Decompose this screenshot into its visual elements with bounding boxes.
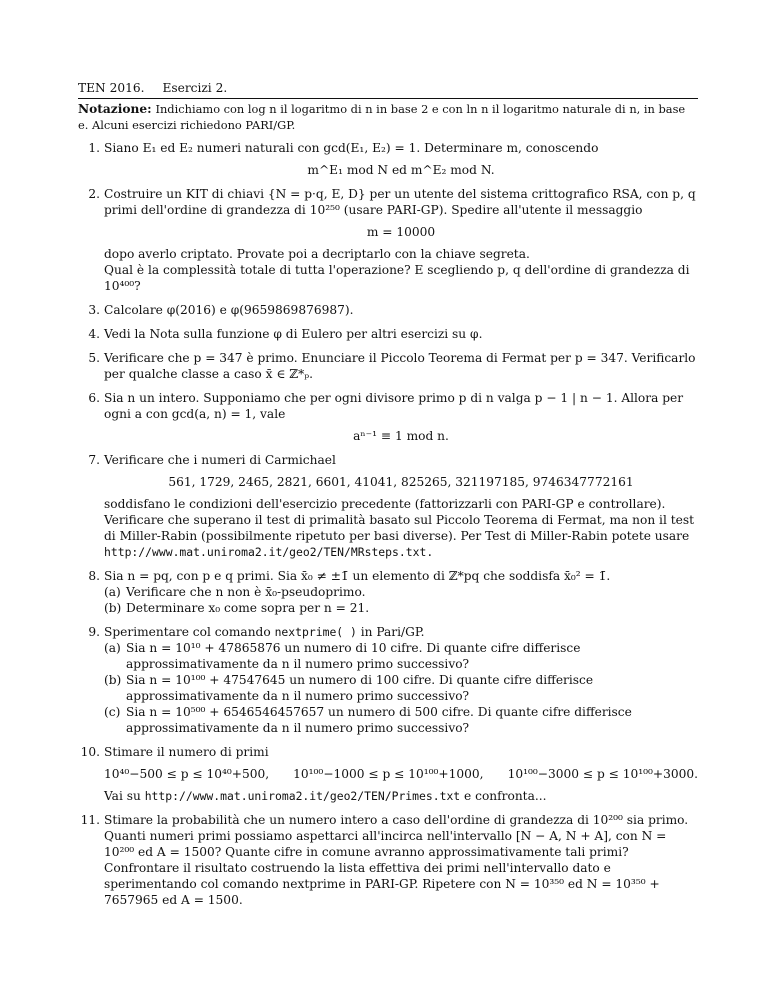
subitem-label: (b) <box>104 601 122 615</box>
exercise-text: Verificare che i numeri di Carmichael <box>104 453 336 467</box>
exercise-text: Siano E₁ ed E₂ numeri naturali con gcd(E₁, E₂) = 1. Determinare m, conoscendo <box>104 141 599 155</box>
exercise-text: Sia n = pq, con p e q primi. Sia x̄₀ ≠ ±1̄ un elemento di ℤ*pq che soddisfa x̄₀² = 1̄. <box>104 569 611 583</box>
subitem-text: Sia n = 10¹⁰⁰ + 47547645 un numero di 100 cifre. Di quante cifre differisce approssimativamente da n il numero primo successivo? <box>126 673 594 703</box>
exercise-4 <box>78 326 698 342</box>
exercise-number: 3. <box>88 303 100 317</box>
subitem-label: (b) <box>104 673 122 687</box>
subitem-label: (c) <box>104 705 121 719</box>
exercise-3 <box>78 302 698 318</box>
sheet-title: Esercizi 2. <box>162 81 228 95</box>
subitem-a <box>104 584 698 600</box>
subitem-text: Determinare x₀ come sopra per n = 21. <box>126 601 370 615</box>
exercise-text: Calcolare φ(2016) e φ(9659869876987). <box>104 303 354 317</box>
exercise-2 <box>78 186 698 294</box>
text-post: e confronta... <box>460 789 547 803</box>
text-pre: Sperimentare col comando <box>104 625 275 639</box>
exercise-formula: m = 10000 <box>366 225 436 239</box>
exercise-number: 2. <box>88 187 100 201</box>
header <box>78 80 698 133</box>
subitem-a <box>104 640 698 672</box>
exercise-text-2: soddisfano le condizioni dell'esercizio precedente (fattorizzarli con PARI-GP e controllare). Verificare che superano il test di primalità basato sul Piccolo Teorema di Fermat, ma non il test di Miller-Rabin (possibilmente ripetuto per basi diverse). Per Test di Miller-Rabin potete usare <box>104 497 694 543</box>
exercise-number: 10. <box>80 745 100 759</box>
subitem-label: (a) <box>104 585 121 599</box>
text-post: in Pari/GP. <box>356 625 425 639</box>
exercise-list <box>78 140 698 916</box>
notation <box>78 101 698 133</box>
exercise-text: Stimare il numero di primi <box>104 745 269 759</box>
subitem-b <box>104 672 698 704</box>
exercise-number: 1. <box>88 141 100 155</box>
notation-label: Notazione: <box>78 102 152 116</box>
inequality-3: 10¹⁰⁰−3000 ≤ p ≤ 10¹⁰⁰+3000. <box>507 767 698 781</box>
exercise-number: 4. <box>88 327 100 341</box>
exercise-number: 5. <box>88 351 100 365</box>
exercise-number: 8. <box>88 569 100 583</box>
carmichael-numbers: 561, 1729, 2465, 2821, 6601, 41041, 825265, 321197185, 9746347772161 <box>168 475 634 489</box>
header-line <box>78 80 698 99</box>
primes-link[interactable]: http://www.mat.uniroma2.it/geo2/TEN/Primes.txt <box>144 789 461 803</box>
exercise-number: 11. <box>80 813 100 827</box>
exercise-text: Verificare che p = 347 è primo. Enunciare il Piccolo Teorema di Fermat per p = 347. Verificarlo per qualche classe a caso x̄ ∈ ℤ*ₚ. <box>104 351 696 381</box>
subitem-text: Sia n = 10⁵⁰⁰ + 6546546457657 un numero di 500 cifre. Di quante cifre differisce approssimativamente da n il numero primo successivo? <box>126 705 632 735</box>
inequality-2: 10¹⁰⁰−1000 ≤ p ≤ 10¹⁰⁰+1000, <box>293 767 484 781</box>
exercise-6 <box>78 390 698 444</box>
exercise-text <box>104 624 698 640</box>
mrsteps-link[interactable]: http://www.mat.uniroma2.it/geo2/TEN/MRsteps.txt. <box>104 545 434 559</box>
exercise-formula: m^E₁ mod N ed m^E₂ mod N. <box>307 163 495 177</box>
text-pre: Vai su <box>104 789 145 803</box>
exercise-text-3: Qual è la complessità totale di tutta l'operazione? E scegliendo p, q dell'ordine di grandezza di 10⁴⁰⁰? <box>104 263 690 293</box>
exercise-7 <box>78 452 698 560</box>
exercise-text-2 <box>104 788 698 804</box>
exercise-5 <box>78 350 698 382</box>
exercise-number: 7. <box>88 453 100 467</box>
subitem-text: Sia n = 10¹⁰ + 47865876 un numero di 10 cifre. Di quante cifre differisce approssimativamente da n il numero primo successivo? <box>126 641 581 671</box>
exercise-9 <box>78 624 698 736</box>
exercise-number: 6. <box>88 391 100 405</box>
inequalities <box>104 766 698 782</box>
course-title: TEN 2016. <box>78 81 145 95</box>
exercise-formula: aⁿ⁻¹ ≡ 1 mod n. <box>353 429 449 443</box>
exercise-text: Costruire un KIT di chiavi {N = p·q, E, D} per un utente del sistema crittografico RSA, con p, q primi dell'ordine di grandezza di 10²⁵⁰ (usare PARI-GP). Spedire all'utente il messaggio <box>104 187 696 217</box>
exercise-text: Vedi la Nota sulla funzione φ di Eulero per altri esercizi su φ. <box>104 327 483 341</box>
inequality-1: 10⁴⁰−500 ≤ p ≤ 10⁴⁰+500, <box>104 767 270 781</box>
subitem-text: Verificare che n non è x̄₀-pseudoprimo. <box>126 585 366 599</box>
exercise-11 <box>78 812 698 908</box>
exercise-number: 9. <box>88 625 100 639</box>
subitem-label: (a) <box>104 641 121 655</box>
exercise-8 <box>78 568 698 616</box>
exercise-10 <box>78 744 698 804</box>
subitem-c <box>104 704 698 736</box>
exercise-text-2: dopo averlo criptato. Provate poi a decriptarlo con la chiave segreta. <box>104 247 530 261</box>
exercise-1 <box>78 140 698 178</box>
exercise-text: Sia n un intero. Supponiamo che per ogni divisore primo p di n valga p − 1 | n − 1. Allora per ogni a con gcd(a, n) = 1, vale <box>104 391 684 421</box>
subitem-b <box>104 600 698 616</box>
nextprime-command: nextprime( ) <box>274 625 357 639</box>
exercise-text: Stimare la probabilità che un numero intero a caso dell'ordine di grandezza di 10²⁰⁰ sia primo. Quanti numeri primi possiamo aspettarci all'incirca nell'intervallo [N − A, N + A], con N = 10²⁰⁰ ed A = 1500? Quante cifre in comune avranno approssimativamente tali primi? Confrontare il risultato costruendo la lista effettiva dei primi nell'intervallo dato e sperimentando col comando nextprime in PARI-GP. Ripetere con N = 10³⁵⁰ ed N = 10³⁵⁰ + 7657965 ed A = 1500. <box>104 813 689 907</box>
notation-text: Indichiamo con log n il logaritmo di n in base 2 e con ln n il logaritmo naturale di n, in base e. Alcuni esercizi richiedono PARI/GP. <box>78 102 686 132</box>
